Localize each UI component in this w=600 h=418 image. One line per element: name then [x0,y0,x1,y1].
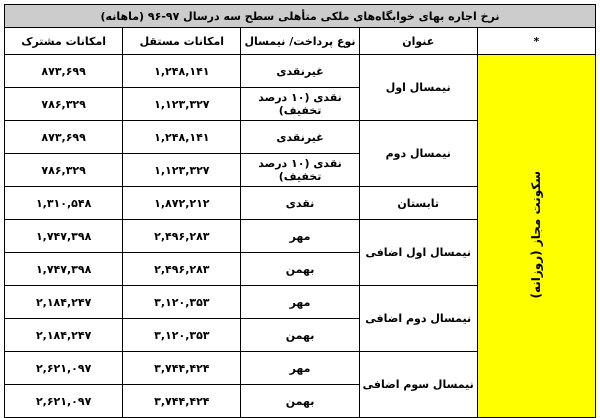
independent-cell: ۲,۴۹۶,۲۸۳ [123,253,241,286]
payment-type-cell: نقدی [241,187,359,220]
independent-cell: ۳,۱۲۰,۳۵۳ [123,319,241,352]
payment-type-cell: بهمن [241,253,359,286]
shared-cell: ۱,۳۱۰,۵۴۸ [5,187,123,220]
header-payment-type: نوع پرداخت/ نیمسال [241,28,359,55]
header-shared: امکانات مشترک [5,28,123,55]
shared-cell: ۲,۶۲۱,۰۹۷ [5,352,123,385]
row-title: نیمسال اول [359,55,477,121]
payment-type-cell: مهر [241,220,359,253]
table-row [5,55,596,88]
shared-cell: ۲,۱۸۴,۲۴۷ [5,319,123,352]
header-independent: امکانات مستقل [123,28,241,55]
row-title: نیمسال اول اضافی [359,220,477,286]
table-header-row [5,28,596,55]
independent-cell: ۳,۷۴۴,۴۲۴ [123,385,241,418]
independent-cell: ۱,۸۷۲,۲۱۲ [123,187,241,220]
payment-type-cell: نقدی (۱۰ درصد تخفیف) [241,88,359,121]
independent-cell: ۱,۲۴۸,۱۴۱ [123,121,241,154]
row-title: تابستان [359,187,477,220]
row-title: نیمسال دوم اضافی [359,286,477,352]
shared-cell: ۲,۶۲۱,۰۹۷ [5,385,123,418]
rental-rate-table [4,4,596,418]
table-caption-row [5,5,596,28]
independent-cell: ۱,۱۲۳,۳۲۷ [123,154,241,187]
shared-cell: ۷۸۶,۳۲۹ [5,154,123,187]
independent-cell: ۲,۴۹۶,۲۸۳ [123,220,241,253]
row-title: نیمسال دوم [359,121,477,187]
payment-type-cell: غیرنقدی [241,121,359,154]
payment-type-cell: نقدی (۱۰ درصد تخفیف) [241,154,359,187]
shared-cell: ۸۷۳,۶۹۹ [5,55,123,88]
shared-cell: ۲,۱۸۴,۲۴۷ [5,286,123,319]
independent-cell: ۳,۷۴۴,۴۲۴ [123,352,241,385]
payment-type-cell: بهمن [241,319,359,352]
payment-type-cell: بهمن [241,385,359,418]
side-header-mark: * [477,28,595,55]
independent-cell: ۱,۱۲۳,۳۲۷ [123,88,241,121]
side-label: سکونت مجاز (روزانه) [529,170,544,299]
header-title: عنوان [359,28,477,55]
shared-cell: ۱,۷۴۷,۳۹۸ [5,220,123,253]
shared-cell: ۱,۷۴۷,۳۹۸ [5,253,123,286]
independent-cell: ۳,۱۲۰,۳۵۳ [123,286,241,319]
row-title: نیمسال سوم اضافی [359,352,477,418]
shared-cell: ۷۸۶,۳۲۹ [5,88,123,121]
shared-cell: ۸۷۳,۶۹۹ [5,121,123,154]
table-caption: نرخ اجاره بهای خوابگاه‌های ملکی متأهلی سطح سه درسال ۹۷-۹۶ (ماهانه) [5,5,596,28]
payment-type-cell: غیرنقدی [241,55,359,88]
independent-cell: ۱,۲۴۸,۱۴۱ [123,55,241,88]
side-label-cell [477,55,595,418]
payment-type-cell: مهر [241,286,359,319]
payment-type-cell: مهر [241,352,359,385]
